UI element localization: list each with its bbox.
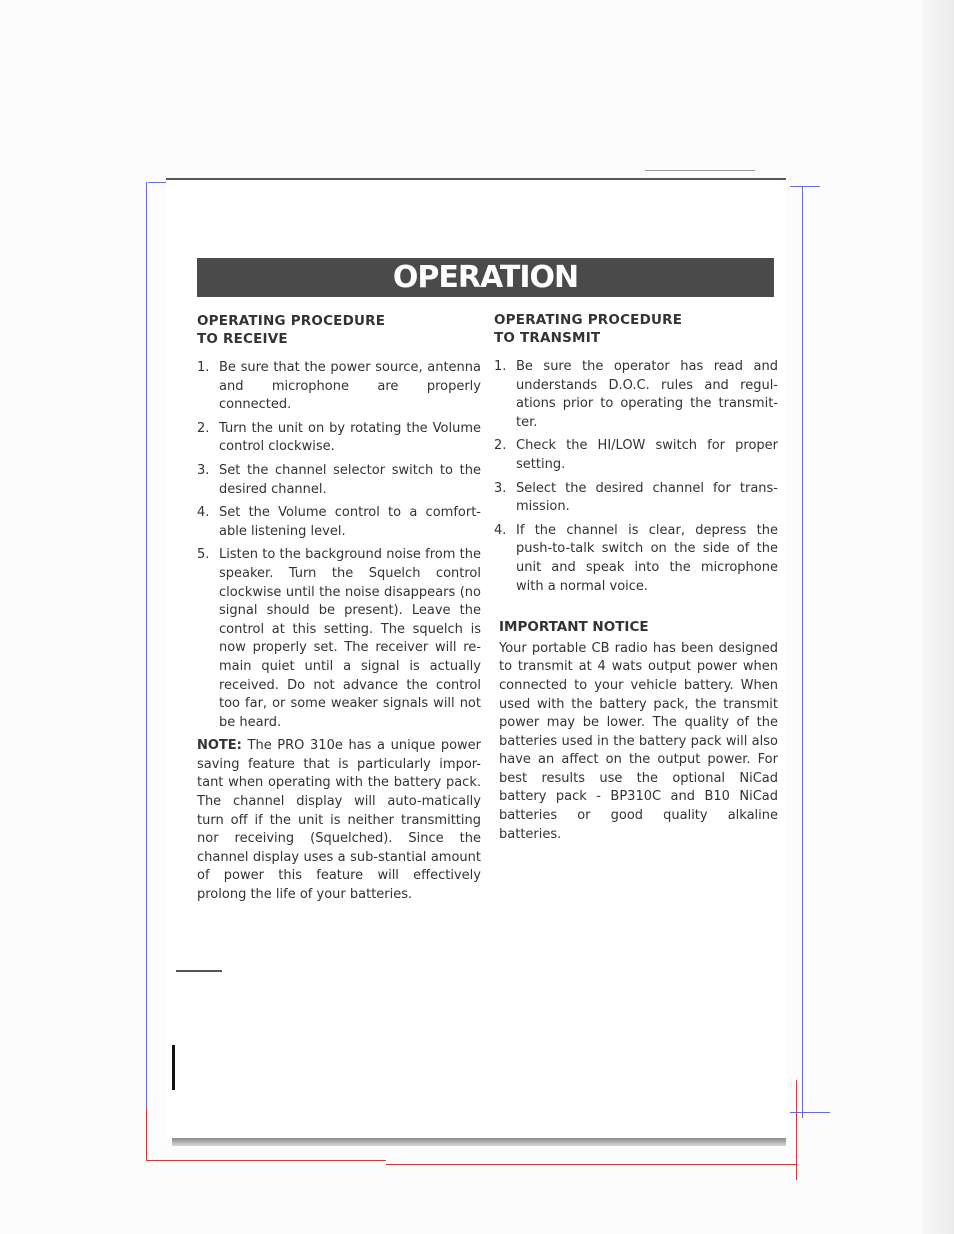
step-text: Listen to the background noise from the speaker. Turn the Squelch control clockwise until the noise disappears (no signal should be present). Leave the control at this setting. The squelch is now properly set. The receiver will re-main quiet until a signal is actually received. Do not advance the control too far, or some weaker signals will not be heard. — [219, 547, 481, 730]
guide-line-right — [802, 186, 803, 1118]
step-number: 4. — [494, 522, 507, 538]
transmit-step — [494, 437, 778, 474]
receive-heading-line-1: OPERATING PROCEDURE — [197, 313, 386, 329]
receive-steps — [197, 359, 481, 732]
receive-step — [197, 462, 481, 499]
transmit-step — [494, 480, 778, 517]
step-number: 3. — [494, 480, 507, 496]
step-number: 1. — [494, 359, 507, 374]
power-saving-note — [197, 737, 481, 904]
guide-line-red-bottom-2 — [386, 1164, 796, 1165]
receive-step — [197, 420, 481, 457]
guide-line-top-left — [148, 182, 166, 183]
important-notice-heading: IMPORTANT NOTICE — [499, 619, 649, 636]
note-label: NOTE: — [197, 738, 242, 754]
guide-line-red-left — [146, 1108, 147, 1160]
page-top-edge — [645, 170, 755, 171]
step-number: 3. — [197, 462, 210, 478]
important-notice-text: Your portable CB radio has been designed to transmit at 4 wats output power when connected to your vehicle battery. When used with the battery pack, the transmit power may be lower. The quality of the batteries used in the battery pack will also have an affect on the output power. For best results use the optional NiCad battery pack - BP310C and B10 NiCad batteries or good quality alkaline batteries. — [499, 640, 778, 842]
transmit-step — [494, 358, 778, 432]
receive-column — [197, 312, 481, 905]
receive-heading — [197, 312, 481, 348]
step-number: 1. — [197, 360, 210, 375]
transmit-heading-line-2: TO TRANSMIT — [494, 330, 601, 346]
step-number: 2. — [197, 420, 210, 436]
guide-line-red-bottom — [146, 1160, 386, 1161]
guide-line-left — [146, 182, 147, 1132]
step-text: Be sure that the power source, antenna and microphone are properly connected. — [219, 360, 481, 413]
receive-step — [197, 504, 481, 541]
guide-line-right-bottom — [790, 1112, 830, 1113]
step-text: Turn the unit on by rotating the Volume control clockwise. — [219, 420, 481, 455]
step-text: Be sure the operator has read and understands D.O.C. rules and regul-ations prior to operating the transmit-ter. — [516, 359, 778, 430]
step-text: Set the channel selector switch to the desired channel. — [219, 462, 481, 497]
step-text: If the channel is clear, depress the push-to-talk switch on the side of the unit and speak into the microphone with a normal voice. — [516, 522, 778, 594]
spine-mark — [176, 970, 222, 972]
page-title: OPERATION — [392, 260, 579, 295]
step-text: Select the desired channel for trans-mission. — [516, 480, 778, 515]
step-number: 2. — [494, 438, 507, 454]
title-bar — [197, 258, 774, 297]
binding-mark — [172, 1045, 175, 1090]
step-number: 4. — [197, 505, 210, 521]
scanner-edge-shadow — [922, 0, 954, 1234]
transmit-heading — [494, 311, 778, 347]
note-text: The PRO 310e has a unique power saving feature that is particularly impor-tant when operating with the battery pack. The channel display will auto-matically turn off if the unit is neither transmitting nor receiving (Squelched). Since the channel display uses a sub-stantial amount of power this feature will effectively prolong the life of your batteries. — [197, 738, 482, 903]
receive-step — [197, 546, 481, 732]
guide-line-top-right — [790, 186, 820, 187]
transmit-column — [494, 311, 778, 844]
guide-line-red-right — [796, 1080, 797, 1180]
transmit-steps — [494, 358, 778, 596]
step-number: 5. — [197, 547, 210, 563]
step-text: Check the HI/LOW switch for proper setting. — [516, 438, 778, 472]
transmit-step — [494, 522, 778, 596]
transmit-heading-line-1: OPERATING PROCEDURE — [494, 312, 683, 328]
receive-heading-line-2: TO RECEIVE — [197, 331, 288, 347]
receive-step — [197, 359, 481, 415]
page-bottom-shadow — [172, 1138, 786, 1146]
step-text: Set the Volume control to a comfort-able listening level. — [219, 505, 481, 539]
